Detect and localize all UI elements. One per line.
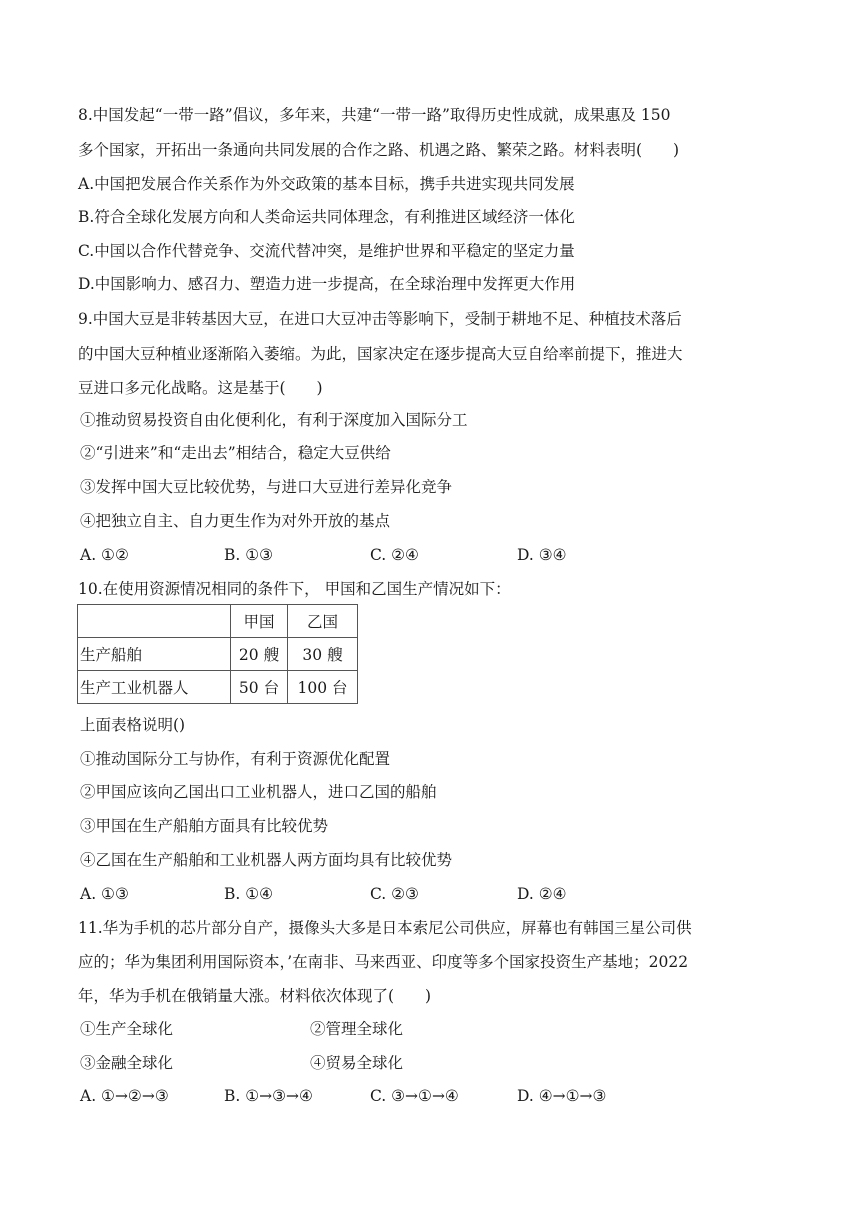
q11-item-2: ②管理全球化 <box>310 1020 404 1038</box>
q11-choice-b: B. ①→③→④ <box>224 1087 313 1105</box>
q9-stem-line-2: 的中国大豆种植业逐渐陷入萎缩。为此，国家决定在逐步提高大豆自给率前提下，推进大 <box>78 345 683 363</box>
q10-item-1: ①推动国际分工与协作，有利于资源优化配置 <box>80 750 391 768</box>
table-cell: 生产工业机器人 <box>78 671 231 704</box>
q10-caption: 上面表格说明() <box>80 716 186 734</box>
q8-option-b: B.符合全球化发展方向和人类命运共同体理念，有利推进区域经济一体化 <box>78 208 575 226</box>
q8-stem-line-1: 8.中国发起“一带一路”倡议，多年来，共建“一带一路”取得历史性成就，成果惠及 150 <box>78 106 671 124</box>
production-table <box>77 604 358 704</box>
q10-stem: 10.在使用资源情况相同的条件下， 甲国和乙国生产情况如下： <box>78 580 511 598</box>
q10-item-2: ②甲国应该向乙国出口工业机器人，进口乙国的船舶 <box>80 783 437 801</box>
table-row <box>78 671 358 704</box>
table-cell: 30 艘 <box>288 638 358 671</box>
q11-stem-line-3: 年，华为手机在俄销量大涨。材料依次体现了( ) <box>78 987 432 1005</box>
q10-choice-c: C. ②③ <box>370 885 419 903</box>
q9-item-1: ①推动贸易投资自由化便利化，有利于深度加入国际分工 <box>80 411 468 429</box>
q11-item-3: ③金融全球化 <box>80 1054 174 1072</box>
q11-stem-line-1: 11.华为手机的芯片部分自产，摄像头大多是日本索尼公司供应，屏幕也有韩国三星公司供 <box>78 919 692 937</box>
q11-item-1: ①生产全球化 <box>80 1020 174 1038</box>
q11-choice-c: C. ③→①→④ <box>370 1087 459 1105</box>
table-header-cell: 乙国 <box>288 605 358 638</box>
q9-choice-a: A. ①② <box>80 546 129 564</box>
q8-option-a: A.中国把发展合作关系作为外交政策的基本目标，携手共进实现共同发展 <box>78 175 575 193</box>
q11-item-4: ④贸易全球化 <box>310 1054 404 1072</box>
q9-item-4: ④把独立自主、自力更生作为对外开放的基点 <box>80 512 391 530</box>
q10-choice-a: A. ①③ <box>80 885 129 903</box>
q10-choice-b: B. ①④ <box>224 885 274 903</box>
q10-item-3: ③甲国在生产船舶方面具有比较优势 <box>80 817 329 835</box>
q11-stem-line-2: 应的；华为集团利用国际资本，’在南非、马来西亚、印度等多个国家投资生产基地；2022 <box>78 953 689 971</box>
table-cell: 50 台 <box>231 671 288 704</box>
table-header-cell <box>78 605 231 638</box>
table-cell: 20 艘 <box>231 638 288 671</box>
q9-stem-line-3: 豆进口多元化战略。这是基于( ) <box>78 379 323 397</box>
table-header-cell: 甲国 <box>231 605 288 638</box>
q8-stem-line-2: 多个国家，开拓出一条通向共同发展的合作之路、机遇之路、繁荣之路。材料表明( ) <box>78 141 680 159</box>
q9-item-3: ③发挥中国大豆比较优势，与进口大豆进行差异化竞争 <box>80 478 453 496</box>
q9-item-2: ②“引进来”和“走出去”相结合，稳定大豆供给 <box>80 444 391 462</box>
q10-item-4: ④乙国在生产船舶和工业机器人两方面均具有比较优势 <box>80 851 453 869</box>
table-cell: 生产船舶 <box>78 638 231 671</box>
q9-choice-d: D. ③④ <box>517 546 567 564</box>
q9-choice-b: B. ①③ <box>224 546 274 564</box>
q8-option-d: D.中国影响力、感召力、塑造力进一步提高，在全球治理中发挥更大作用 <box>78 275 576 293</box>
q9-stem-line-1: 9.中国大豆是非转基因大豆，在进口大豆冲击等影响下，受制于耕地不足、种植技术落后 <box>78 310 682 328</box>
q11-choice-d: D. ④→①→③ <box>517 1087 607 1105</box>
q8-option-c: C.中国以合作代替竞争、交流代替冲突，是维护世界和平稳定的坚定力量 <box>78 242 575 260</box>
q9-choice-c: C. ②④ <box>370 546 419 564</box>
table-header-row <box>78 605 358 638</box>
table-cell: 100 台 <box>288 671 358 704</box>
table-row <box>78 638 358 671</box>
q11-choice-a: A. ①→②→③ <box>80 1087 169 1105</box>
q10-choice-d: D. ②④ <box>517 885 567 903</box>
